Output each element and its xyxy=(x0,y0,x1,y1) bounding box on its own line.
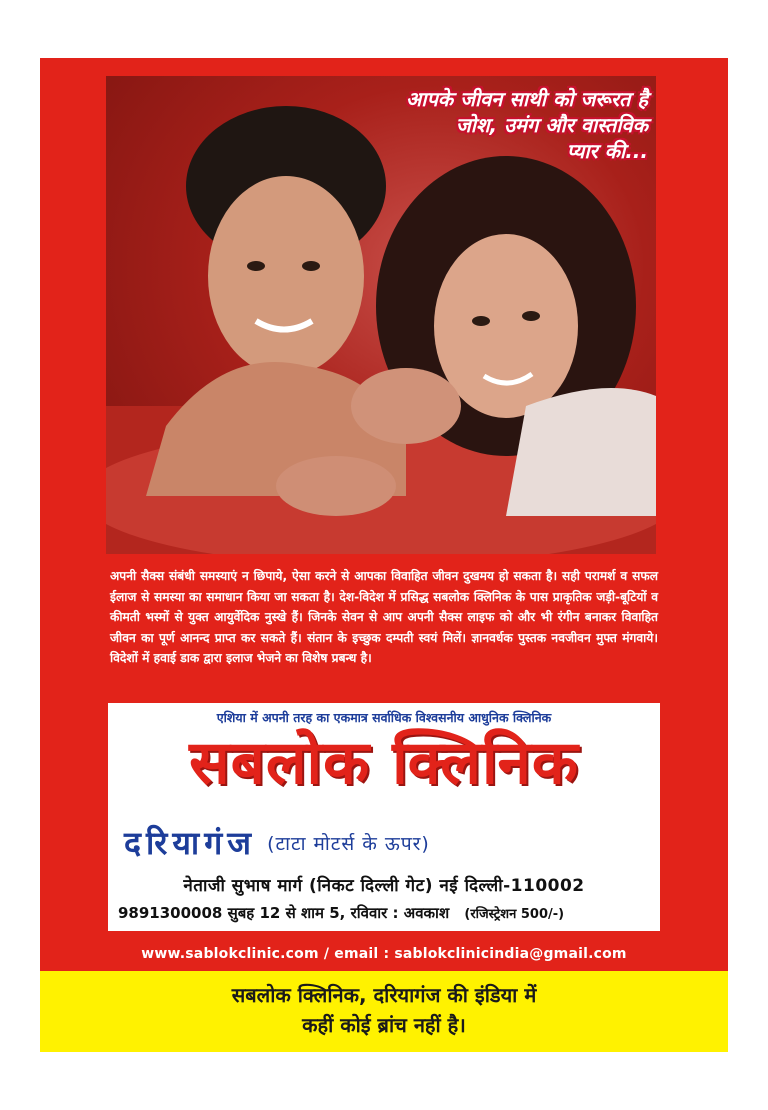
clinic-area: दरियागंज xyxy=(124,824,256,862)
tagline-line-3: प्यार की... xyxy=(566,139,648,163)
clinic-area-note: (टाटा मोटर्स के ऊपर) xyxy=(267,832,430,855)
clinic-hours: 9891300008 सुबह 12 से शाम 5, रविवार : अवकाश xyxy=(118,904,450,922)
clinic-address: नेताजी सुभाष मार्ग (निकट दिल्ली गेट) नई दिल्ली-110002 xyxy=(183,876,585,896)
tagline xyxy=(318,86,648,164)
clinic-hours-line xyxy=(118,903,658,923)
notice-line-2: कहीं कोई ब्रांच नहीं है। xyxy=(302,1013,466,1037)
clinic-area-line xyxy=(124,821,654,864)
contact-line[interactable]: www.sablokclinic.com / email : sablokclinicindia@gmail.com xyxy=(141,946,627,962)
notice-line-1: सबलोक क्लिनिक, दरियागंज की इंडिया में xyxy=(231,983,537,1007)
registration-fee: (रजिस्ट्रेशन 500/-) xyxy=(464,907,565,922)
couple-photo xyxy=(106,76,656,554)
tagline-line-2: जोश, उमंग और वास्तविक xyxy=(455,113,648,137)
clinic-name: सबलोक क्लिनिक xyxy=(189,728,579,798)
clinic-subtitle: एशिया में अपनी तरह का एकमात्र सर्वाधिक विश्वसनीय आधुनिक क्लिनिक xyxy=(216,710,552,725)
branch-notice xyxy=(40,971,728,1052)
description-paragraph: अपनी सैक्स संबंधी समस्याएं न छिपाये, ऐसा करने से आपका विवाहित जीवन दुखमय हो सकता है। सही परामर्श व सफल ईलाज से समस्या का समाधान किया जा सकता है। देश-विदेश में प्रसिद्ध सबलोक क्लिनिक के पास प्राकृतिक जड़ी-बूटियों व कीमती भस्मों से युक्त आयुर्वेदिक नुस्खे हैं। जिनके सेवन से आप अपनी सैक्स लाइफ को और भी रंगीन बनाकर विवाहित जीवन का पूर्ण आनन्द प्राप्त कर सकते हैं। संतान के इच्छुक दम्पती स्वयं मिलें। ज्ञानवर्धक पुस्तक नवजीवन मुफ्त मंगवाये। विदेशों में हवाई डाक द्वारा इलाज भेजने का विशेष प्रबन्ध है। xyxy=(110,569,658,665)
tagline-line-1: आपके जीवन साथी को जरूरत है xyxy=(406,87,648,111)
clinic-info-box xyxy=(108,703,660,931)
poster xyxy=(40,58,728,1052)
